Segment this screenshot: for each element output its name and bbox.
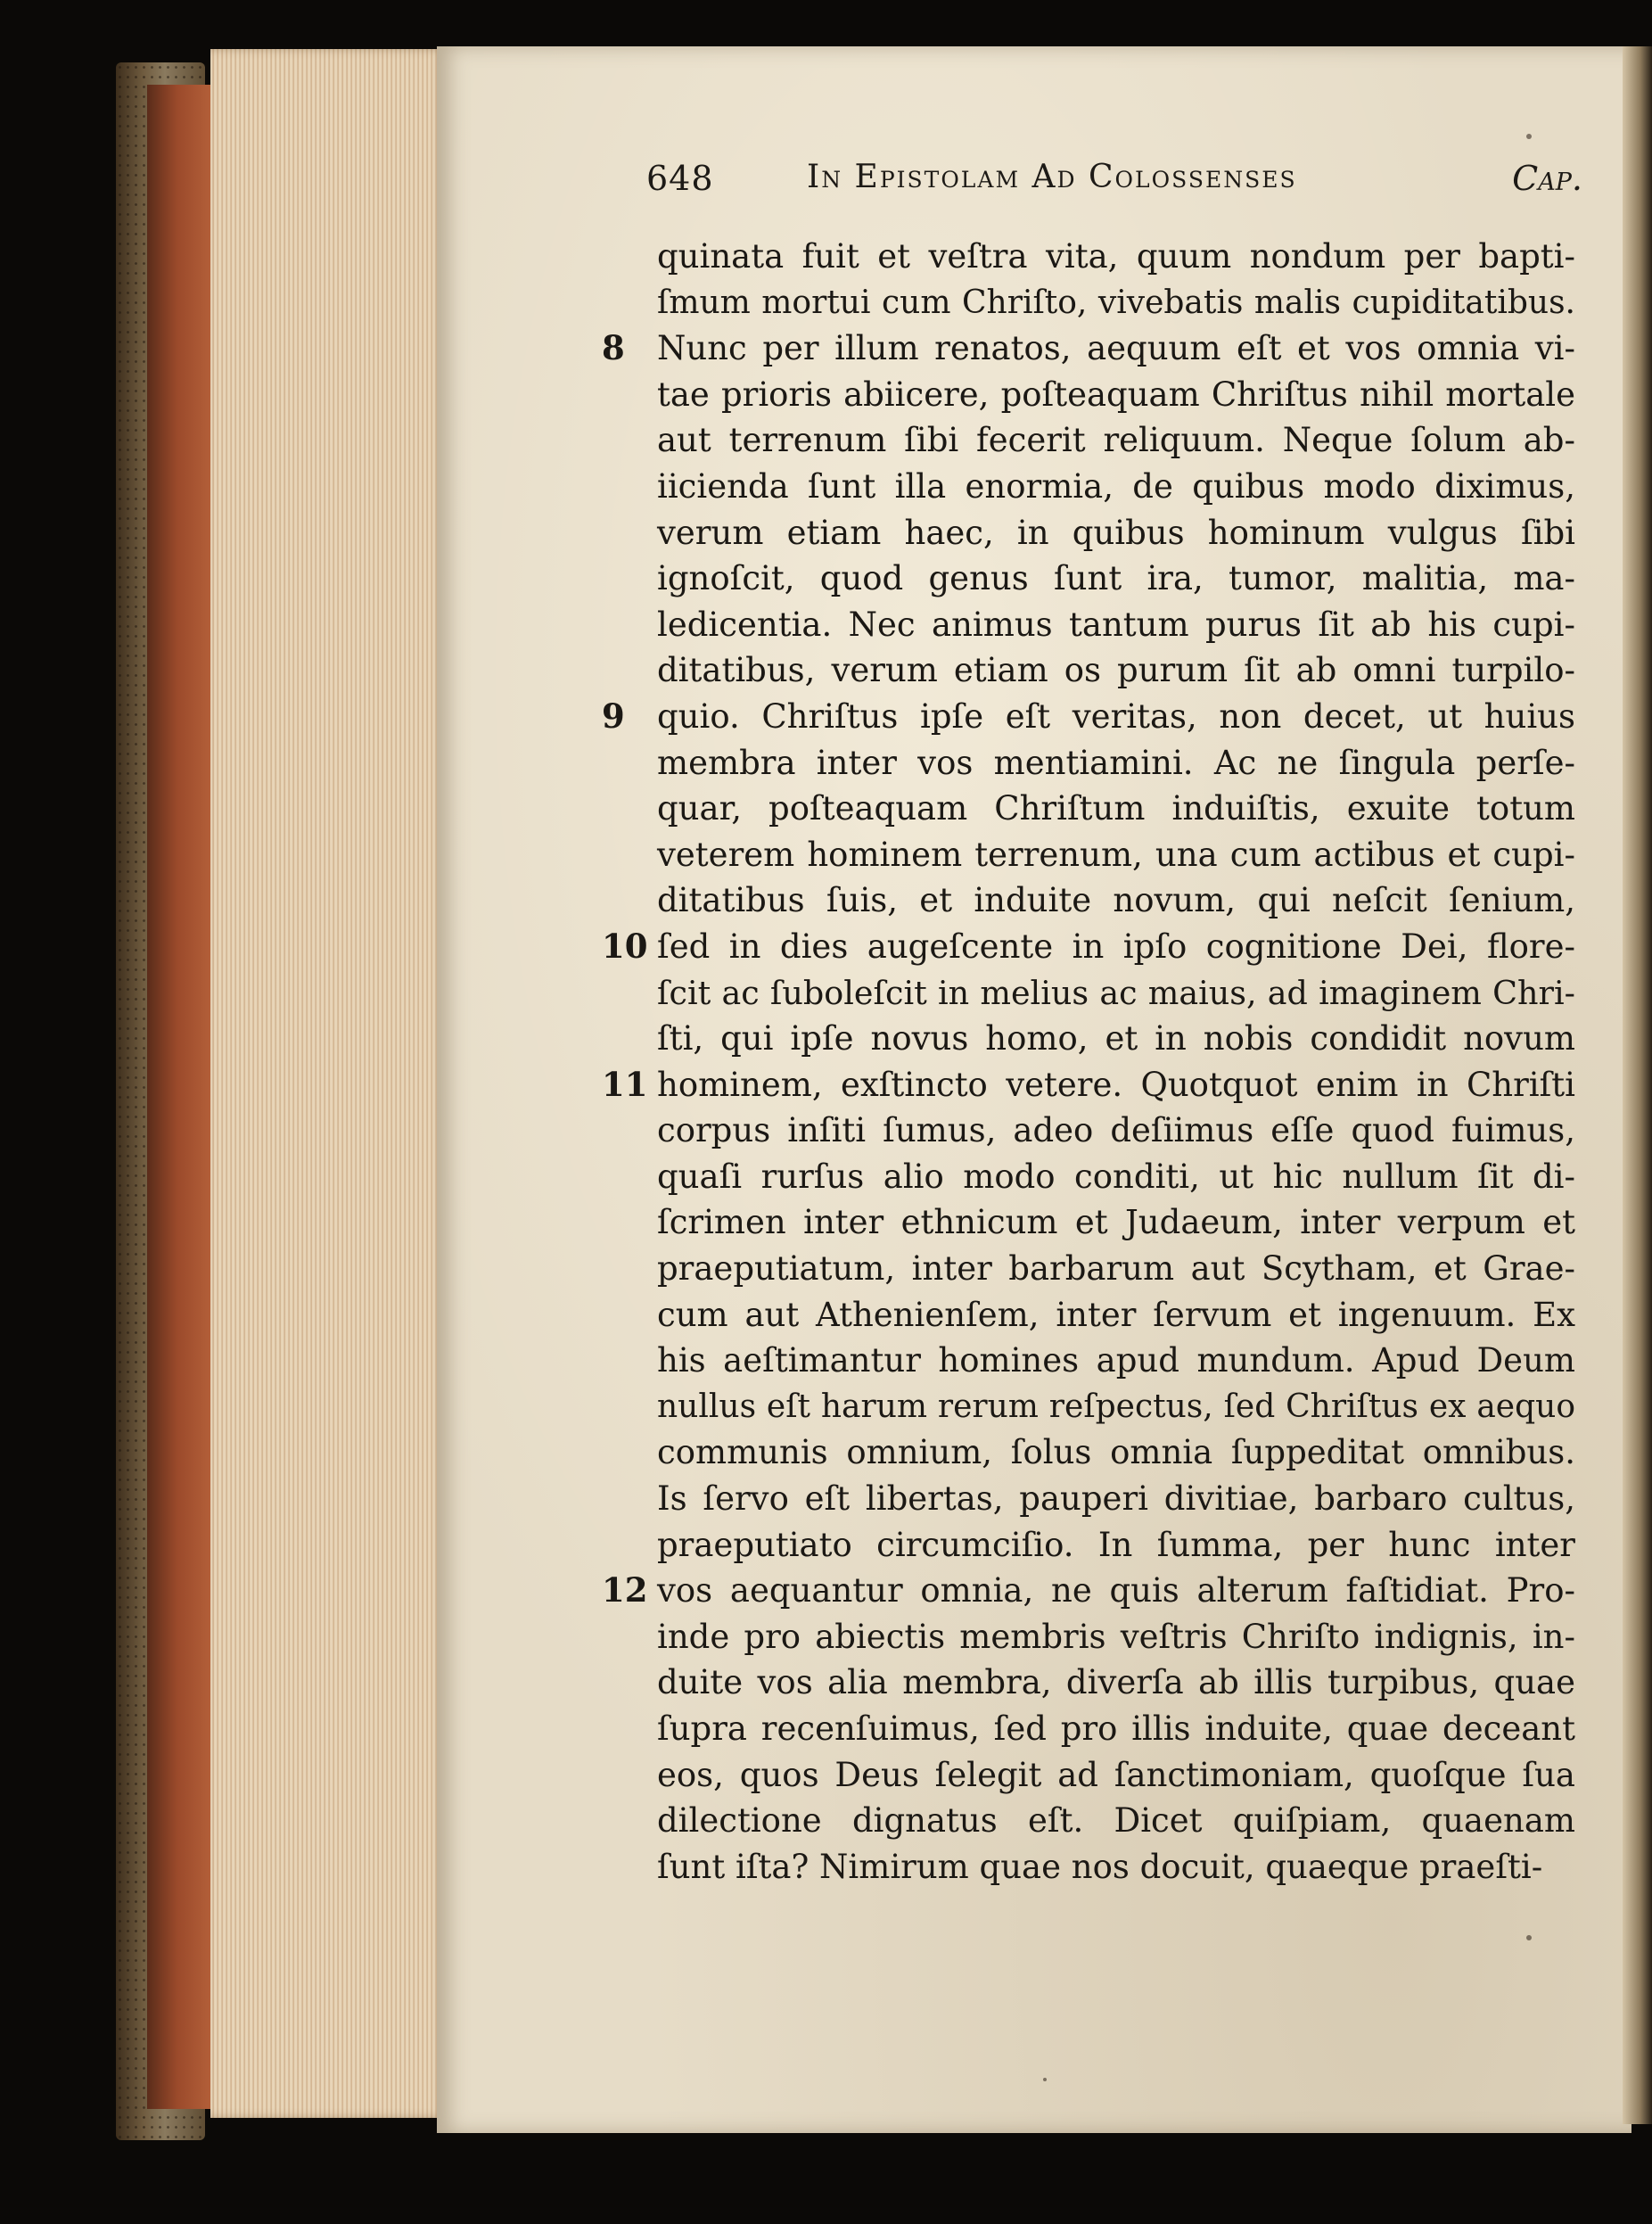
ink-speck — [1526, 134, 1532, 139]
line-text: hominem, exſtincto vetere. Quotquot enim in Chriſti — [657, 1065, 1575, 1104]
text-line — [657, 510, 1575, 556]
line-text: dilectione dignatus eſt. Dicet quiſpiam, quaenam — [657, 1801, 1575, 1841]
line-text: iicienda ſunt illa enormia, de quibus modo diximus, — [657, 466, 1575, 506]
text-line — [602, 1062, 1575, 1108]
text-line — [657, 1429, 1575, 1476]
line-text: Nunc per illum renatos, aequum eſt et vos omnia vi- — [657, 329, 1575, 368]
ink-speck — [1526, 1935, 1532, 1940]
page-number: 648 — [646, 159, 714, 198]
text-line — [657, 1660, 1575, 1706]
ink-speck — [1043, 2078, 1047, 2081]
red-page-edge — [147, 85, 214, 2109]
line-text: ſcit ac ſuboleſcit in melius ac maius, ad imaginem Chri- — [657, 973, 1575, 1012]
text-line — [657, 1292, 1575, 1339]
line-text: inde pro abiectis membris veſtris Chriſto indignis, in- — [657, 1617, 1575, 1656]
line-text: verum etiam haec, in quibus hominum vulgus ſibi — [657, 513, 1575, 552]
verse-number: 9 — [602, 696, 625, 736]
line-text: cum aut Athenienſem, inter ſervum et ingenuum. Ex — [657, 1295, 1575, 1334]
text-line — [657, 970, 1575, 1017]
line-text: ſcrimen inter ethnicum et Judaeum, inter verpum et — [657, 1203, 1575, 1242]
text-line — [657, 1154, 1575, 1200]
line-text: communis omnium, ſolus omnia ſuppeditat omnibus. — [657, 1433, 1575, 1472]
line-text: ditatibus, verum etiam os purum ſit ab omni turpilo- — [657, 651, 1575, 690]
line-text: his aeſtimantur homines apud mundum. Apud Deum — [657, 1341, 1575, 1380]
line-text: ſti, qui ipſe novus homo, et in nobis condidit novum — [657, 1019, 1575, 1058]
line-text: quaſi rurſus alio modo conditi, ut hic nullum ſit di- — [657, 1157, 1575, 1196]
text-line — [657, 1844, 1575, 1890]
line-text: nullus eſt harum rerum reſpectus, ſed Chriſtus ex aequo — [657, 1388, 1575, 1425]
line-text: membra inter vos mentiamini. Ac ne ſingula perſe- — [657, 743, 1575, 782]
text-line — [657, 1752, 1575, 1799]
line-text: Is ſervo eſt libertas, pauperi divitiae, barbaro cultus, — [657, 1479, 1575, 1519]
line-text: tae prioris abiicere, poſteaquam Chriſtus nihil mortale — [657, 375, 1575, 414]
line-text: aut terrenum ſibi fecerit reliquum. Neque ſolum ab- — [657, 421, 1575, 460]
line-text: ignoſcit, quod genus ſunt ira, tumor, malitia, ma- — [657, 559, 1575, 598]
text-line — [657, 1798, 1575, 1844]
text-line — [657, 1108, 1575, 1154]
text-line — [657, 740, 1575, 787]
text-line — [602, 325, 1575, 372]
text-line — [657, 372, 1575, 418]
text-line — [657, 1706, 1575, 1752]
text-line — [657, 280, 1575, 326]
line-text: vos aequantur omnia, ne quis alterum faſtidiat. Pro- — [657, 1571, 1575, 1610]
text-line — [657, 1614, 1575, 1660]
text-line — [657, 602, 1575, 648]
text-line — [657, 647, 1575, 694]
line-text: eos, quos Deus ſelegit ad ſanctimoniam, quoſque ſua — [657, 1755, 1575, 1794]
text-line — [657, 234, 1575, 280]
line-text: ſmum mortui cum Chriſto, vivebatis malis cupiditatibus. — [657, 284, 1575, 321]
running-head — [646, 159, 1582, 203]
line-text: quio. Chriſtus ipſe eſt veritas, non decet, ut huius — [657, 696, 1575, 736]
line-text: ſunt iſta? Nimirum quae nos docuit, quaeque praeſti- — [657, 1847, 1543, 1886]
line-text: ditatibus ſuis, et induite novum, qui neſcit ſenium, — [657, 881, 1575, 920]
line-text: ſed in dies augeſcente in ipſo cognitione Dei, flore- — [657, 927, 1575, 966]
text-line — [602, 924, 1575, 970]
text-line — [657, 1384, 1575, 1430]
text-line — [657, 1199, 1575, 1246]
verse-number: 10 — [602, 926, 648, 966]
text-line — [657, 1338, 1575, 1384]
text-line — [657, 1016, 1575, 1062]
text-line — [657, 786, 1575, 832]
line-text: ledicentia. Nec animus tantum purus ſit ab his cupi- — [657, 605, 1575, 644]
line-text: praeputiatum, inter barbarum aut Scytham, et Grae- — [657, 1249, 1575, 1289]
line-text: corpus inſiti ſumus, adeo deſiimus eſſe quod fuimus, — [657, 1111, 1575, 1150]
text-line — [657, 417, 1575, 464]
text-line — [657, 1476, 1575, 1522]
verse-number: 12 — [602, 1570, 648, 1610]
stacked-page-edges — [210, 49, 447, 2118]
text-line — [657, 464, 1575, 510]
text-line — [657, 877, 1575, 924]
line-text: veterem hominem terrenum, una cum actibus et cupi- — [657, 835, 1575, 874]
text-line — [602, 694, 1575, 740]
text-line — [602, 1568, 1575, 1614]
chapter-abbrev: Cap. — [1512, 159, 1582, 198]
line-text: praeputiato circumciſio. In ſumma, per hunc inter — [657, 1525, 1575, 1564]
text-line — [657, 1522, 1575, 1569]
line-text: ſupra recenſuimus, ſed pro illis induite, quae deceant — [657, 1709, 1575, 1748]
text-line — [657, 1246, 1575, 1292]
body-text — [602, 234, 1575, 1890]
page-gutter-shadow — [1623, 46, 1652, 2124]
verse-number: 11 — [602, 1064, 648, 1104]
line-text: duite vos alia membra, diverſa ab illis turpibus, quae — [657, 1663, 1575, 1702]
line-text: quar, poſteaquam Chriſtum induiſtis, exuite totum — [657, 789, 1575, 828]
line-text: quinata fuit et veſtra vita, quum nondum per bapti- — [657, 237, 1575, 276]
verse-number: 8 — [602, 328, 625, 368]
running-title: In Epistolam Ad Colossenses — [807, 159, 1297, 195]
text-line — [657, 832, 1575, 878]
text-line — [657, 556, 1575, 602]
